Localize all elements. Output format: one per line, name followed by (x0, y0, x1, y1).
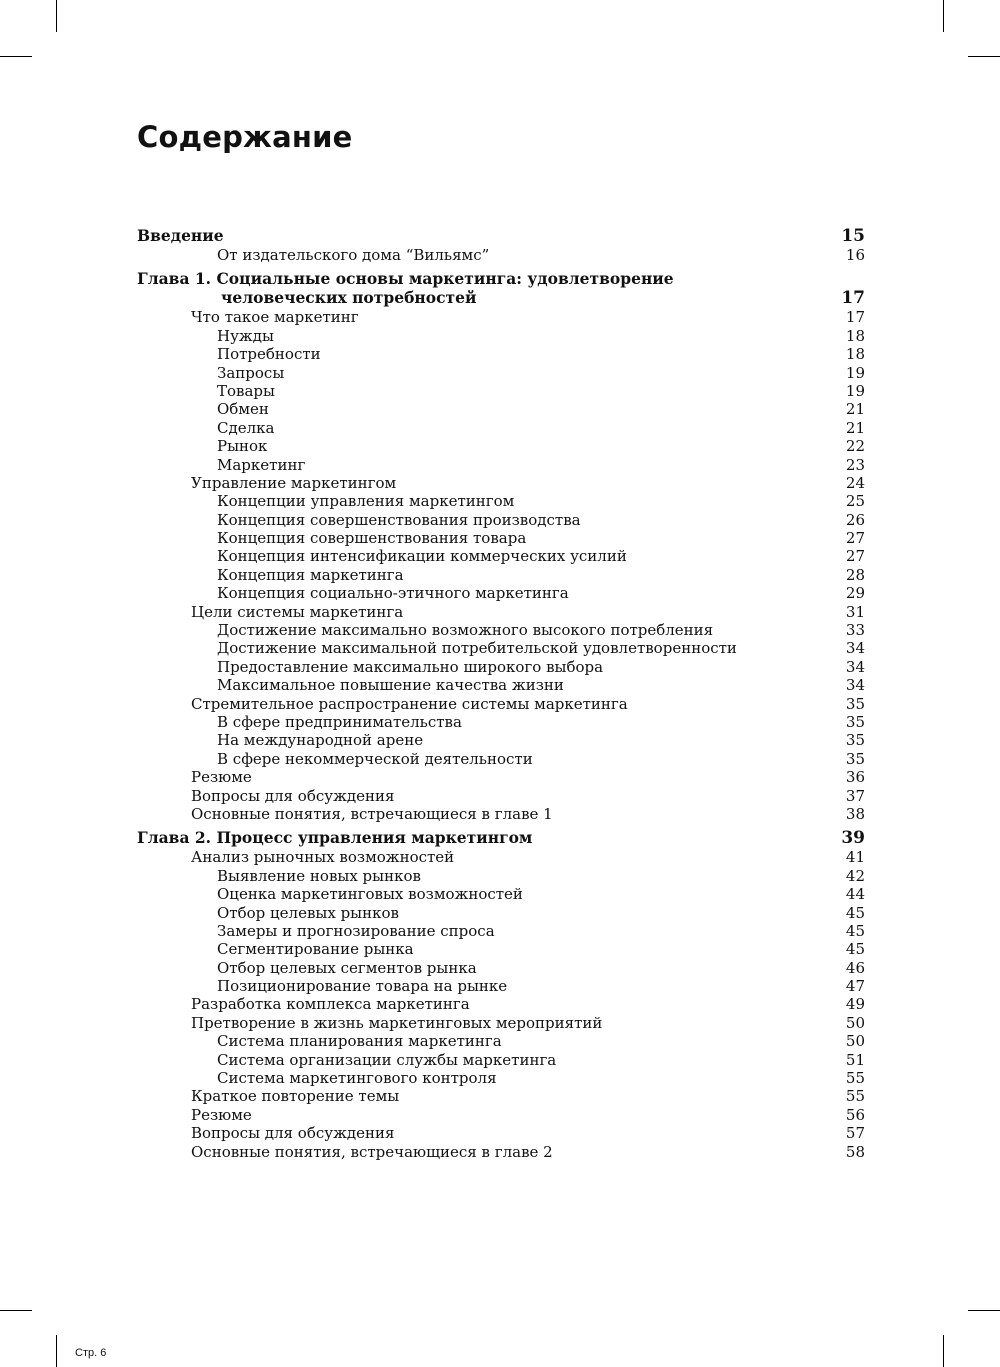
table-of-contents (137, 226, 865, 1161)
toc-entry-label: Резюме (191, 768, 252, 787)
toc-entry[interactable] (137, 768, 865, 786)
toc-entry-label: Выявление новых рынков (217, 866, 421, 885)
toc-entry-label: Что такое маркетинг (191, 308, 359, 327)
toc-entry-label: Достижение максимально возможного высокого потребления (217, 621, 714, 640)
toc-entry[interactable] (137, 885, 865, 903)
toc-entry-label: Основные понятия, встречающиеся в главе 2 (191, 1142, 553, 1161)
toc-entry[interactable] (137, 511, 865, 529)
toc-entry[interactable] (137, 474, 865, 492)
toc-entry-label: Оценка маркетинговых возможностей (217, 885, 523, 904)
toc-chapter-1 (137, 269, 865, 823)
toc-entry[interactable] (137, 867, 865, 885)
toc-entry-label: Маркетинг (217, 455, 306, 474)
crop-mark (0, 1310, 32, 1311)
toc-entry-intro[interactable] (137, 226, 865, 246)
toc-entry-label: Обмен (217, 400, 269, 419)
toc-entry-page: 18 (845, 345, 865, 364)
toc-entry[interactable] (137, 584, 865, 602)
toc-entry-page: 16 (845, 246, 865, 264)
toc-entry[interactable] (137, 713, 865, 731)
toc-entry[interactable] (137, 492, 865, 510)
toc-entry-label: Сделка (217, 418, 275, 437)
toc-entry-label: Отбор целевых сегментов рынка (217, 958, 477, 977)
toc-entry[interactable] (137, 1087, 865, 1105)
toc-entry[interactable] (137, 1143, 865, 1161)
toc-entry-page: 50 (845, 1032, 865, 1051)
toc-entry-page: 38 (845, 804, 865, 823)
toc-entry-label: Позиционирование товара на рынке (217, 977, 508, 996)
toc-entry-page: 35 (845, 731, 865, 750)
toc-entry-page: 17 (845, 308, 865, 327)
toc-entry-page: 36 (845, 768, 865, 787)
toc-entry[interactable] (137, 246, 865, 264)
toc-entry-page: 45 (845, 921, 865, 940)
toc-entry-page: 37 (845, 786, 865, 805)
toc-entry[interactable] (137, 731, 865, 749)
toc-entry-page: 29 (845, 584, 865, 603)
toc-entry-page: 27 (845, 547, 865, 566)
toc-entry-label: Рынок (217, 437, 268, 456)
toc-entry-label: Разработка комплекса маркетинга (191, 995, 470, 1014)
toc-entry-label: Отбор целевых рынков (217, 903, 399, 922)
toc-entry-page: 34 (845, 639, 865, 658)
toc-entry-label: Претворение в жизнь маркетинговых мероприятий (191, 1013, 603, 1032)
toc-entry[interactable] (137, 1051, 865, 1069)
toc-entry[interactable] (137, 1069, 865, 1087)
toc-entry-label: Введение (137, 226, 224, 245)
toc-entry[interactable] (137, 805, 865, 823)
toc-entry-label: Сегментирование рынка (217, 940, 414, 959)
toc-entry-chapter-1[interactable] (137, 288, 865, 308)
toc-entry[interactable] (137, 639, 865, 657)
toc-entry[interactable] (137, 1014, 865, 1032)
toc-entry-label: Глава 2. Процесс управления маркетингом (137, 828, 533, 848)
toc-entry[interactable] (137, 364, 865, 382)
crop-mark (968, 1310, 1000, 1311)
toc-entry-label: Концепция совершенствования производства (217, 510, 581, 529)
toc-entry[interactable] (137, 456, 865, 474)
toc-entry[interactable] (137, 940, 865, 958)
toc-entry-label: Вопросы для обсуждения (191, 1124, 395, 1143)
toc-entry-page: 51 (845, 1050, 865, 1069)
toc-entry[interactable] (137, 848, 865, 866)
toc-entry-page: 49 (845, 995, 865, 1014)
toc-entry-page: 34 (845, 657, 865, 676)
toc-entry-label: Товары (217, 381, 275, 400)
toc-entry[interactable] (137, 959, 865, 977)
toc-entry[interactable] (137, 400, 865, 418)
toc-entry[interactable] (137, 922, 865, 940)
toc-entry-page: 17 (841, 288, 865, 309)
toc-entry-label: Краткое повторение темы (191, 1087, 400, 1106)
toc-entry-label: Вопросы для обсуждения (191, 786, 395, 805)
toc-entry-page: 35 (845, 712, 865, 731)
toc-entry-page: 45 (845, 940, 865, 959)
toc-entry-page: 21 (845, 400, 865, 419)
toc-entry-page: 41 (845, 848, 865, 867)
toc-entry-label: В сфере некоммерческой деятельности (217, 749, 533, 768)
crop-mark (943, 1335, 944, 1367)
toc-entry-page: 55 (845, 1069, 865, 1088)
toc-entry[interactable] (137, 345, 865, 363)
toc-entry[interactable] (137, 695, 865, 713)
toc-entry-label: Концепция интенсификации коммерческих усилий (217, 547, 627, 566)
toc-entry-page: 34 (845, 676, 865, 695)
toc-entry-label: Достижение максимальной потребительской удовлетворенности (217, 639, 737, 658)
toc-entry-page: 39 (841, 828, 865, 849)
toc-entry-label: Максимальное повышение качества жизни (217, 676, 564, 695)
toc-entry-page: 21 (845, 418, 865, 437)
toc-entry[interactable] (137, 419, 865, 437)
toc-entry[interactable] (137, 529, 865, 547)
toc-entry-label: В сфере предпринимательства (217, 712, 462, 731)
crop-mark (56, 0, 57, 32)
chapter-1-title[interactable]: Глава 1. Социальные основы маркетинга: удовлетворение (137, 269, 674, 289)
crop-mark (56, 1335, 57, 1367)
toc-entry-label: От издательского дома “Вильямс” (217, 246, 490, 264)
toc-entry[interactable] (137, 547, 865, 565)
toc-entry[interactable] (137, 995, 865, 1013)
toc-entry-label: Система организации службы маркетинга (217, 1050, 557, 1069)
toc-entry-label: Концепции управления маркетингом (217, 492, 515, 511)
toc-entry-label: Потребности (217, 345, 321, 364)
toc-entry-page: 58 (845, 1142, 865, 1161)
toc-entry[interactable] (137, 1032, 865, 1050)
toc-entry-label: Система маркетингового контроля (217, 1069, 497, 1088)
crop-mark (0, 56, 32, 57)
toc-entry-label: Анализ рыночных возможностей (191, 848, 455, 867)
crop-mark (968, 56, 1000, 57)
toc-entry-page: 22 (845, 437, 865, 456)
toc-entry-page: 35 (845, 694, 865, 713)
toc-entry-label: Концепция маркетинга (217, 565, 404, 584)
toc-entry-page: 24 (845, 473, 865, 492)
toc-entry-label: На международной арене (217, 731, 424, 750)
page-title: Содержание (137, 120, 353, 154)
toc-entry-page: 15 (841, 226, 865, 246)
toc-entry[interactable] (137, 603, 865, 621)
toc-entry[interactable] (137, 308, 865, 326)
toc-entry[interactable] (137, 658, 865, 676)
toc-entry-label: Концепция совершенствования товара (217, 529, 527, 548)
toc-entry-page: 33 (845, 621, 865, 640)
toc-entry[interactable] (137, 382, 865, 400)
toc-entry-page: 44 (845, 885, 865, 904)
toc-entry[interactable] (137, 787, 865, 805)
toc-entry-page: 57 (845, 1124, 865, 1143)
toc-entry-label: Замеры и прогнозирование спроса (217, 921, 495, 940)
toc-entry[interactable] (137, 904, 865, 922)
toc-entry-label: Нужды (217, 326, 274, 345)
toc-entry-page: 19 (845, 363, 865, 382)
toc-entry-label: человеческих потребностей (221, 288, 477, 308)
toc-entry-page: 50 (845, 1013, 865, 1032)
toc-entry-page: 45 (845, 903, 865, 922)
toc-entry-label: Предоставление максимально широкого выбора (217, 657, 604, 676)
toc-entry-label: Система планирования маркетинга (217, 1032, 502, 1051)
toc-entry-label: Цели системы маркетинга (191, 602, 404, 621)
toc-entry-label: Запросы (217, 363, 285, 382)
toc-entry-label: Основные понятия, встречающиеся в главе 1 (191, 804, 553, 823)
toc-entry-page: 19 (845, 381, 865, 400)
toc-entry-label: Управление маркетингом (191, 473, 397, 492)
toc-entry-page: 18 (845, 326, 865, 345)
toc-entry-label: Концепция социально-этичного маркетинга (217, 584, 569, 603)
toc-entry-page: 26 (845, 510, 865, 529)
toc-entry-page: 23 (845, 455, 865, 474)
toc-entry-label: Стремительное распространение системы маркетинга (191, 694, 628, 713)
toc-entry[interactable] (137, 621, 865, 639)
toc-entry[interactable] (137, 437, 865, 455)
toc-entry-page: 31 (845, 602, 865, 621)
toc-entry-page: 47 (845, 977, 865, 996)
toc-entry[interactable] (137, 1124, 865, 1142)
toc-entry-page: 56 (845, 1105, 865, 1124)
toc-entry[interactable] (137, 566, 865, 584)
toc-entry-page: 25 (845, 492, 865, 511)
toc-entry-page: 42 (845, 866, 865, 885)
toc-entry-page: 27 (845, 529, 865, 548)
toc-entry-page: 28 (845, 565, 865, 584)
toc-entry[interactable] (137, 676, 865, 694)
toc-chapter-2 (137, 828, 865, 1161)
toc-entry-chapter-2[interactable] (137, 828, 865, 848)
toc-entry[interactable] (137, 750, 865, 768)
toc-entry-label: Резюме (191, 1105, 252, 1124)
toc-entry-page: 46 (845, 958, 865, 977)
toc-entry-page: 35 (845, 749, 865, 768)
crop-mark (943, 0, 944, 32)
toc-entry[interactable] (137, 977, 865, 995)
toc-entry[interactable] (137, 327, 865, 345)
page-number-label: Стр. 6 (75, 1347, 107, 1359)
toc-entry[interactable] (137, 1106, 865, 1124)
toc-entry-page: 55 (845, 1087, 865, 1106)
